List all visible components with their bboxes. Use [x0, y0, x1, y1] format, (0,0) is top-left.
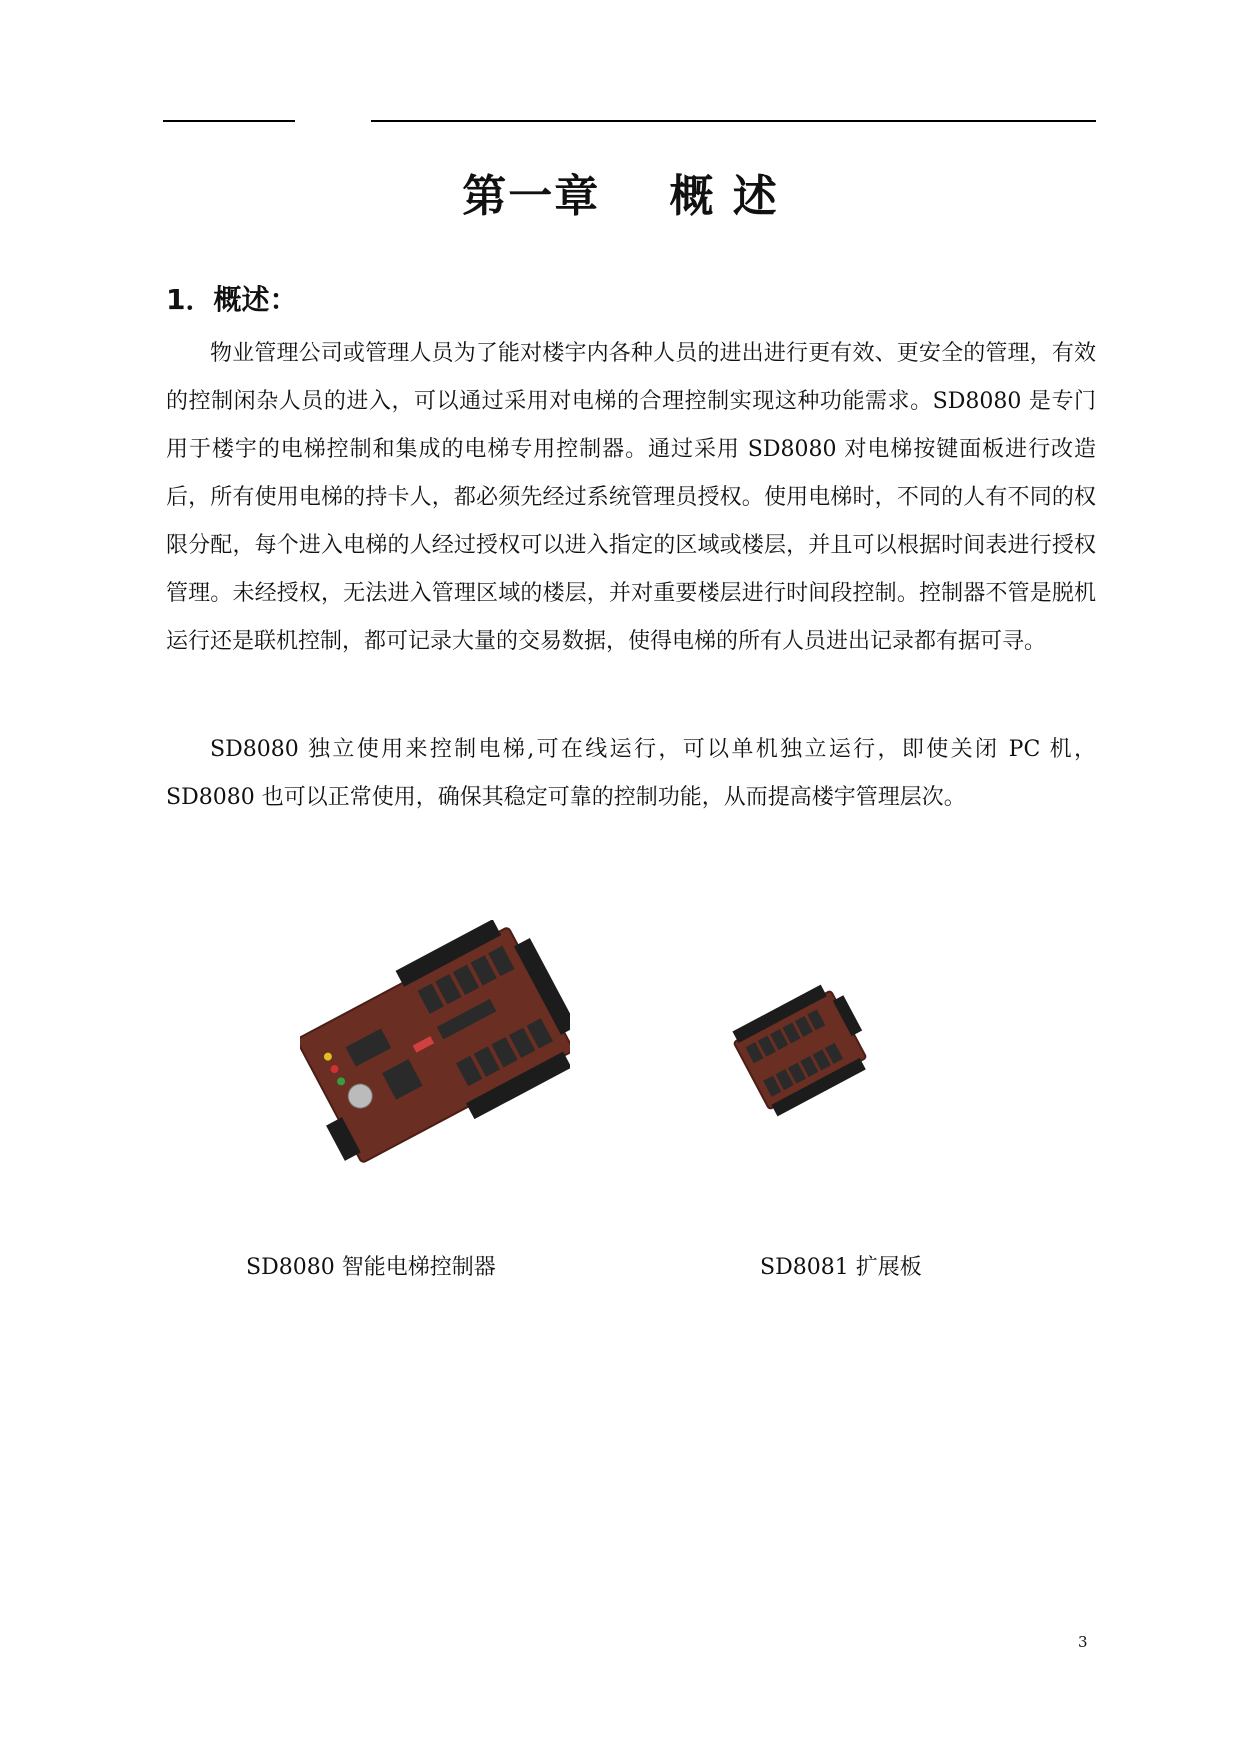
- section-heading: 1．概述：: [166, 283, 298, 316]
- figure-caption-controller: SD8080 智能电梯控制器: [246, 1255, 496, 1280]
- chapter-title: 第一章 概 述: [462, 171, 779, 222]
- header-rule-right: [371, 120, 1096, 122]
- expansion-board-image: [725, 980, 875, 1120]
- controller-board-image: [300, 920, 570, 1170]
- page-number: 3: [1078, 1633, 1088, 1651]
- paragraph-standalone: SD8080 独立使用来控制电梯,可在线运行，可以单机独立运行，即使关闭 PC 机，SD8080 也可以正常使用，确保其稳定可靠的控制功能，从而提高楼宇管理层次。: [166, 737, 1096, 810]
- figure-caption-expansion: SD8081 扩展板: [760, 1255, 922, 1280]
- paragraph-overview: 物业管理公司或管理人员为了能对楼宇内各种人员的进出进行更有效、更安全的管理，有效的控制闲杂人员的进入，可以通过采用对电梯的合理控制实现这种功能需求。SD8080 是专门用于楼宇的电梯控制和集成的电梯专用控制器。通过采用 SD8080 对电梯按键面板进行改造后，所有使用电梯的持卡人，都必须先经过系统管理员授权。使用电梯时，不同的人有不同的权限分配，每个进入电梯的人经过授权可以进入指定的区域或楼层，并且可以根据时间表进行授权管理。未经授权，无法进入管理区域的楼层，并对重要楼层进行时间段控制。控制器不管是脱机运行还是联机控制，都可记录大量的交易数据，使得电梯的所有人员进出记录都有据可寻。: [166, 341, 1096, 654]
- header-rule-left: [163, 120, 295, 122]
